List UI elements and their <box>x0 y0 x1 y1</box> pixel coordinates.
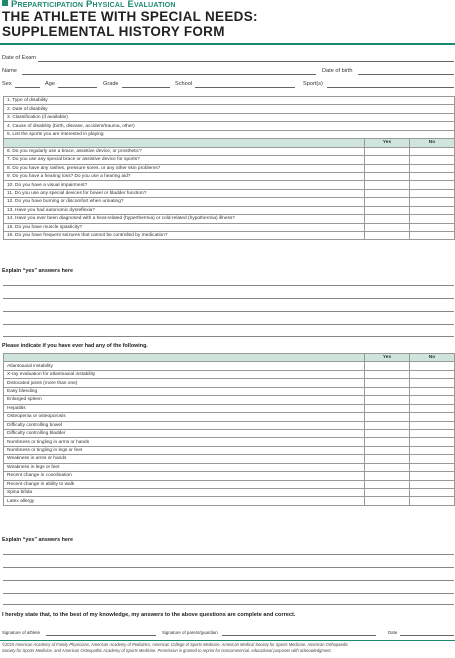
no-answer-cell[interactable] <box>410 446 455 454</box>
no-answer-cell[interactable] <box>410 223 455 231</box>
yes-answer-cell[interactable] <box>365 370 410 378</box>
title-divider <box>0 43 455 45</box>
explanation-write-line[interactable] <box>3 336 454 337</box>
table-row <box>4 122 455 130</box>
yes-answer-cell[interactable] <box>365 164 410 172</box>
table-row <box>4 232 455 240</box>
no-answer-cell[interactable] <box>410 421 455 429</box>
yes-column-header: Yes <box>365 139 410 147</box>
no-answer-cell[interactable] <box>410 404 455 412</box>
table-row <box>4 370 455 378</box>
question-text: 12. Do you have burning or discomfort when urinating? <box>4 198 365 206</box>
table-row <box>4 97 455 105</box>
yes-column-header: Yes <box>365 354 410 362</box>
no-answer-cell[interactable] <box>410 463 455 471</box>
yes-answer-cell[interactable] <box>365 181 410 189</box>
condition-text: Recent change in coordination <box>4 472 365 480</box>
table-row <box>4 413 455 421</box>
no-answer-cell[interactable] <box>410 206 455 214</box>
bullet-square-icon <box>2 0 8 6</box>
question-text: 16. Do you have frequent seizures that cannot be controlled by medication? <box>4 232 365 240</box>
condition-text: Dislocated joints (more than one) <box>4 379 365 387</box>
table-row <box>4 438 455 446</box>
table-row <box>4 172 455 180</box>
grade-label: Grade <box>103 81 119 87</box>
no-answer-cell[interactable] <box>410 438 455 446</box>
table-row <box>4 446 455 454</box>
yes-answer-cell[interactable] <box>365 232 410 240</box>
table-row <box>4 147 455 155</box>
footer-divider <box>0 640 455 641</box>
explain-label-1: Explain “yes” answers here <box>2 268 74 274</box>
no-answer-cell[interactable] <box>410 396 455 404</box>
table-row <box>4 156 455 164</box>
yes-answer-cell[interactable] <box>365 147 410 155</box>
table-row <box>4 189 455 197</box>
yes-answer-cell[interactable] <box>365 489 410 497</box>
table-row <box>4 198 455 206</box>
yes-answer-cell[interactable] <box>365 215 410 223</box>
history-questions-table <box>3 96 455 240</box>
condition-text: Recent change in ability to walk <box>4 480 365 488</box>
table-row <box>4 472 455 480</box>
no-answer-cell[interactable] <box>410 198 455 206</box>
yes-answer-cell[interactable] <box>365 362 410 370</box>
yes-answer-cell[interactable] <box>365 446 410 454</box>
date-signature-label: Date <box>388 630 398 635</box>
section-2-title: Please indicate if you have ever had any of the following. <box>2 343 148 349</box>
explanation-write-line[interactable] <box>3 311 454 312</box>
yes-answer-cell[interactable] <box>365 429 410 437</box>
athlete-signature-label: Signature of athlete <box>2 630 41 635</box>
table-header-row <box>4 354 455 362</box>
sports-label: Sport(s) <box>303 81 323 87</box>
no-answer-cell[interactable] <box>410 429 455 437</box>
question-text: 7. Do you use any special brace or assistive device for sports? <box>4 156 365 164</box>
table-row <box>4 215 455 223</box>
table-row <box>4 396 455 404</box>
yes-answer-cell[interactable] <box>365 379 410 387</box>
table-row <box>4 105 455 113</box>
yes-answer-cell[interactable] <box>365 497 410 505</box>
sex-label: Sex <box>2 81 12 87</box>
condition-text: Hepatitis <box>4 404 365 412</box>
condition-text: Easy bleeding <box>4 387 365 395</box>
no-column-header: No <box>410 354 455 362</box>
yes-answer-cell[interactable] <box>365 463 410 471</box>
no-answer-cell[interactable] <box>410 455 455 463</box>
table-row <box>4 429 455 437</box>
yes-answer-cell[interactable] <box>365 455 410 463</box>
question-text: 13. Have you had autonomic dysreflexia? <box>4 206 365 214</box>
explanation-write-line[interactable] <box>3 593 454 594</box>
yes-answer-cell[interactable] <box>365 421 410 429</box>
grade-field[interactable] <box>122 87 170 88</box>
header-blank-cell <box>4 139 365 147</box>
school-field[interactable] <box>195 87 295 88</box>
condition-text: Weakness in arms or hands <box>4 455 365 463</box>
explanation-write-line[interactable] <box>3 567 454 568</box>
no-answer-cell[interactable] <box>410 147 455 155</box>
table-row <box>4 181 455 189</box>
condition-text: Enlarged spleen <box>4 396 365 404</box>
name-label: Name <box>2 68 17 74</box>
yes-answer-cell[interactable] <box>365 172 410 180</box>
explanation-write-line[interactable] <box>3 554 454 555</box>
no-answer-cell[interactable] <box>410 413 455 421</box>
table-row <box>4 362 455 370</box>
sports-field[interactable] <box>327 87 454 88</box>
yes-answer-cell[interactable] <box>365 438 410 446</box>
no-answer-cell[interactable] <box>410 480 455 488</box>
table-row <box>4 164 455 172</box>
intro-question-cell[interactable]: 3. Classification (if available) <box>4 113 455 121</box>
table-row <box>4 489 455 497</box>
no-column-header: No <box>410 139 455 147</box>
copyright-line-2: Society for Sports Medicine, and American Osteopathic Academy of Sports Medicine. Permission is granted to reprint for noncommercial, educational purposes with acknowledgment. <box>2 647 332 653</box>
explain-label-2: Explain “yes” answers here <box>2 537 74 543</box>
no-answer-cell[interactable] <box>410 362 455 370</box>
explanation-write-line[interactable] <box>3 285 454 286</box>
table-row <box>4 404 455 412</box>
question-text: 8. Do you have any rashes, pressure sores, or any other skin problems? <box>4 164 365 172</box>
conditions-table <box>3 353 455 506</box>
condition-text: Difficulty controlling bladder <box>4 429 365 437</box>
age-label: Age <box>45 81 55 87</box>
form-title-line-2: SUPPLEMENTAL HISTORY FORM <box>2 24 225 39</box>
yes-answer-cell[interactable] <box>365 156 410 164</box>
question-text: 9. Do you have a hearing loss? Do you use a hearing aid? <box>4 172 365 180</box>
explanation-write-line[interactable] <box>3 580 454 581</box>
table-row <box>4 206 455 214</box>
yes-answer-cell[interactable] <box>365 189 410 197</box>
table-row <box>4 387 455 395</box>
date-of-birth-label: Date of birth <box>322 68 353 74</box>
table-header-row <box>4 139 455 147</box>
condition-text: Atlantoaxial instability <box>4 362 365 370</box>
kicker-text: Preparticipation Physical Evaluation <box>11 0 176 10</box>
yes-answer-cell[interactable] <box>365 198 410 206</box>
intro-question-cell[interactable]: 5. List the sports you are interested in playing <box>4 130 455 138</box>
yes-answer-cell[interactable] <box>365 404 410 412</box>
table-row <box>4 223 455 231</box>
no-answer-cell[interactable] <box>410 387 455 395</box>
question-text: 6. Do you regularly use a brace, assistive device, or prosthetic? <box>4 147 365 155</box>
explanation-write-line[interactable] <box>3 324 454 325</box>
sex-field[interactable] <box>15 87 40 88</box>
no-answer-cell[interactable] <box>410 232 455 240</box>
no-answer-cell[interactable] <box>410 497 455 505</box>
condition-text: X-ray evaluation for atlantoaxial instability <box>4 370 365 378</box>
name-field[interactable] <box>22 74 316 75</box>
intro-question-cell[interactable]: 2. Date of disability <box>4 105 455 113</box>
date-of-birth-field[interactable] <box>358 74 454 75</box>
school-label: School <box>175 81 193 87</box>
table-row <box>4 379 455 387</box>
explanation-write-line[interactable] <box>3 604 454 605</box>
no-answer-cell[interactable] <box>410 489 455 497</box>
intro-question-cell[interactable]: 4. Cause of disability (birth, disease, accident/trauma, other) <box>4 122 455 130</box>
date-signature-field[interactable] <box>400 635 454 636</box>
question-text: 15. Do you have muscle spasticity? <box>4 223 365 231</box>
question-text: 11. Do you use any special devices for bowel or bladder function? <box>4 189 365 197</box>
condition-text: Numbness or tingling in arms or hands <box>4 438 365 446</box>
yes-answer-cell[interactable] <box>365 480 410 488</box>
intro-question-cell[interactable]: 1. Type of disability <box>4 97 455 105</box>
table-row <box>4 463 455 471</box>
condition-text: Weakness in legs or feet <box>4 463 365 471</box>
no-answer-cell[interactable] <box>410 215 455 223</box>
date-of-exam-field[interactable] <box>38 61 454 62</box>
athlete-signature-field[interactable] <box>46 635 156 636</box>
no-answer-cell[interactable] <box>410 379 455 387</box>
table-row <box>4 113 455 121</box>
question-text: 10. Do you have a visual impairment? <box>4 181 365 189</box>
yes-answer-cell[interactable] <box>365 387 410 395</box>
condition-text: Osteopenia or osteoporosis <box>4 413 365 421</box>
yes-answer-cell[interactable] <box>365 396 410 404</box>
copyright-footer <box>2 642 454 653</box>
no-answer-cell[interactable] <box>410 370 455 378</box>
parent-signature-label: Signature of parent/guardian <box>162 630 218 635</box>
yes-answer-cell[interactable] <box>365 206 410 214</box>
yes-answer-cell[interactable] <box>365 223 410 231</box>
condition-text: Latex allergy <box>4 497 365 505</box>
explanation-write-line[interactable] <box>3 298 454 299</box>
table-row <box>4 130 455 138</box>
certification-statement: I hereby state that, to the best of my knowledge, my answers to the above questions are complete and correct. <box>2 612 296 618</box>
condition-text: Spina bifida <box>4 489 365 497</box>
no-answer-cell[interactable] <box>410 172 455 180</box>
no-answer-cell[interactable] <box>410 181 455 189</box>
table-row <box>4 480 455 488</box>
no-answer-cell[interactable] <box>410 472 455 480</box>
no-answer-cell[interactable] <box>410 156 455 164</box>
question-text: 14. Have you ever been diagnosed with a heat-related (hyperthermia) or cold-related (hypothermia) illness? <box>4 215 365 223</box>
no-answer-cell[interactable] <box>410 164 455 172</box>
form-title-line-1: THE ATHLETE WITH SPECIAL NEEDS: <box>2 9 258 24</box>
parent-signature-field[interactable] <box>222 635 376 636</box>
condition-text: Numbness or tingling in legs or feet <box>4 446 365 454</box>
table-row <box>4 455 455 463</box>
table-row <box>4 421 455 429</box>
table-row <box>4 497 455 505</box>
condition-text: Difficulty controlling bowel <box>4 421 365 429</box>
no-answer-cell[interactable] <box>410 189 455 197</box>
yes-answer-cell[interactable] <box>365 413 410 421</box>
header-blank-cell <box>4 354 365 362</box>
age-field[interactable] <box>58 87 97 88</box>
copyright-line-1: ©2010 American Academy of Family Physicians, American Academy of Pediatrics, American College of Sports Medicine, American Medical Society for Sports Medicine, American Orthopaedic <box>2 642 348 647</box>
date-of-exam-label: Date of Exam <box>2 55 36 61</box>
yes-answer-cell[interactable] <box>365 472 410 480</box>
